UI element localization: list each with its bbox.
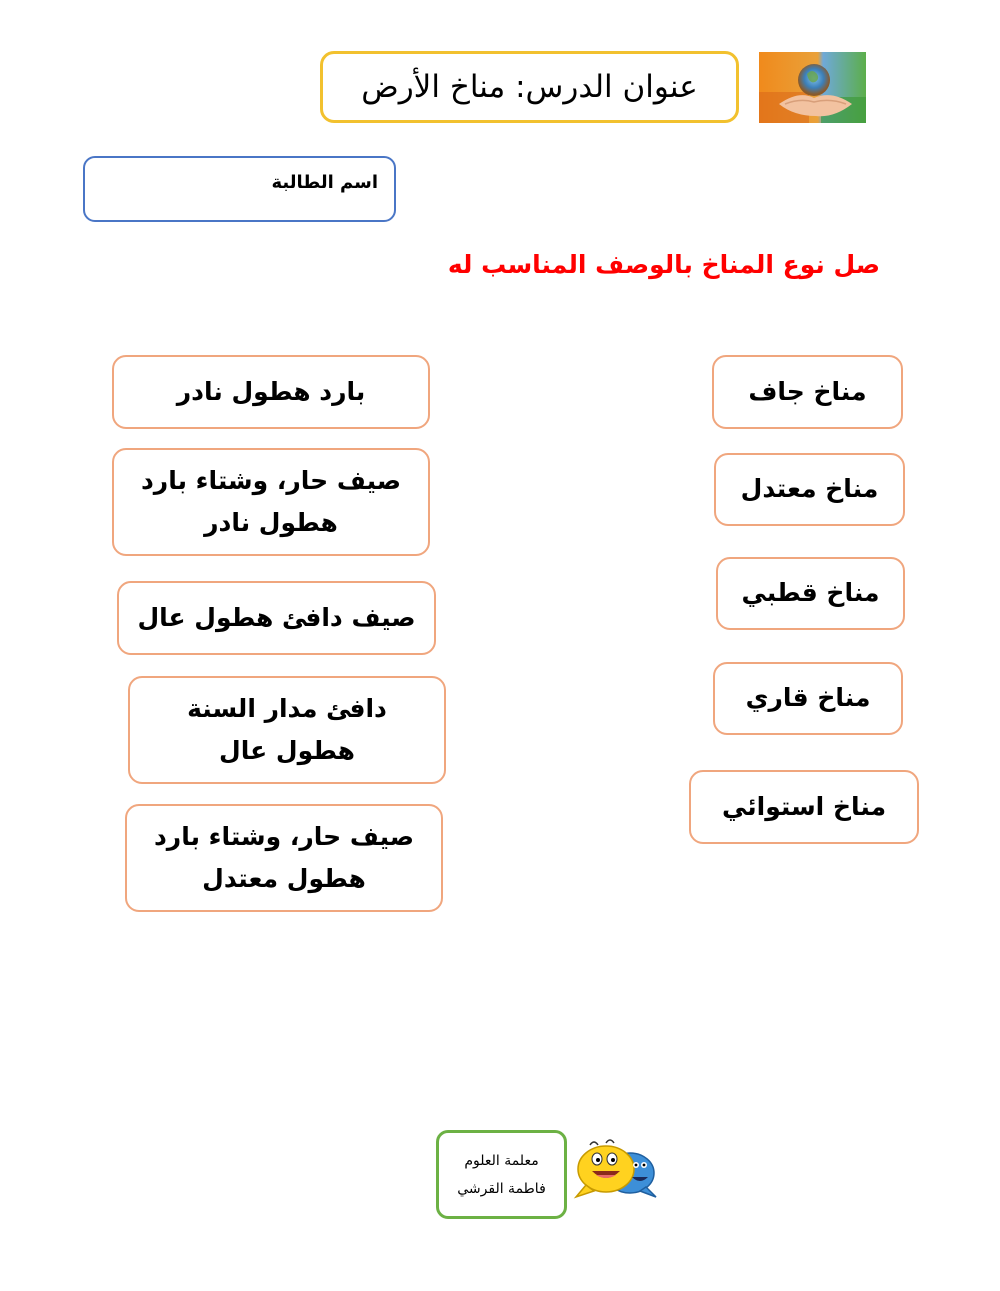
climate-type-item[interactable] [689, 770, 919, 844]
teacher-name: فاطمة القرشي [457, 1180, 546, 1197]
climate-type-label: مناخ قاري [745, 683, 871, 713]
lesson-title-text: عنوان الدرس: مناخ الأرض [361, 69, 698, 105]
climate-description-item[interactable] [112, 448, 430, 556]
climate-type-label: مناخ جاف [748, 376, 867, 406]
climate-description-item[interactable] [128, 676, 446, 784]
climate-description-text: صيف حار، وشتاء بارد هطول معتدل [153, 821, 415, 893]
climate-type-label: مناخ معتدل [740, 474, 879, 504]
climate-type-item[interactable] [712, 355, 903, 429]
chat-smiley-icon [572, 1135, 660, 1203]
student-name-field[interactable] [83, 156, 396, 222]
climate-description-text: بارد هطول نادر [176, 376, 366, 406]
climate-type-item[interactable] [714, 453, 905, 526]
climate-type-item[interactable] [716, 557, 905, 630]
earth-hands-image [759, 52, 866, 123]
lesson-title [320, 51, 739, 123]
climate-type-label: مناخ قطبي [741, 578, 880, 608]
climate-description-text: دافئ مدار السنة هطول عال [187, 693, 387, 765]
climate-description-text: صيف حار، وشتاء بارد هطول نادر [140, 465, 402, 537]
student-name-label: اسم الطالبة [271, 172, 378, 193]
climate-description-item[interactable] [117, 581, 436, 655]
climate-description-item[interactable] [112, 355, 430, 429]
teacher-role: معلمة العلوم [464, 1152, 539, 1169]
climate-description-text: صيف دافئ هطول عال [137, 602, 416, 632]
instruction-text: صل نوع المناخ بالوصف المناسب له [447, 250, 880, 279]
teacher-signature-box [436, 1130, 567, 1219]
climate-description-item[interactable] [125, 804, 443, 912]
climate-type-label: مناخ استوائي [721, 791, 887, 821]
climate-type-item[interactable] [713, 662, 903, 735]
